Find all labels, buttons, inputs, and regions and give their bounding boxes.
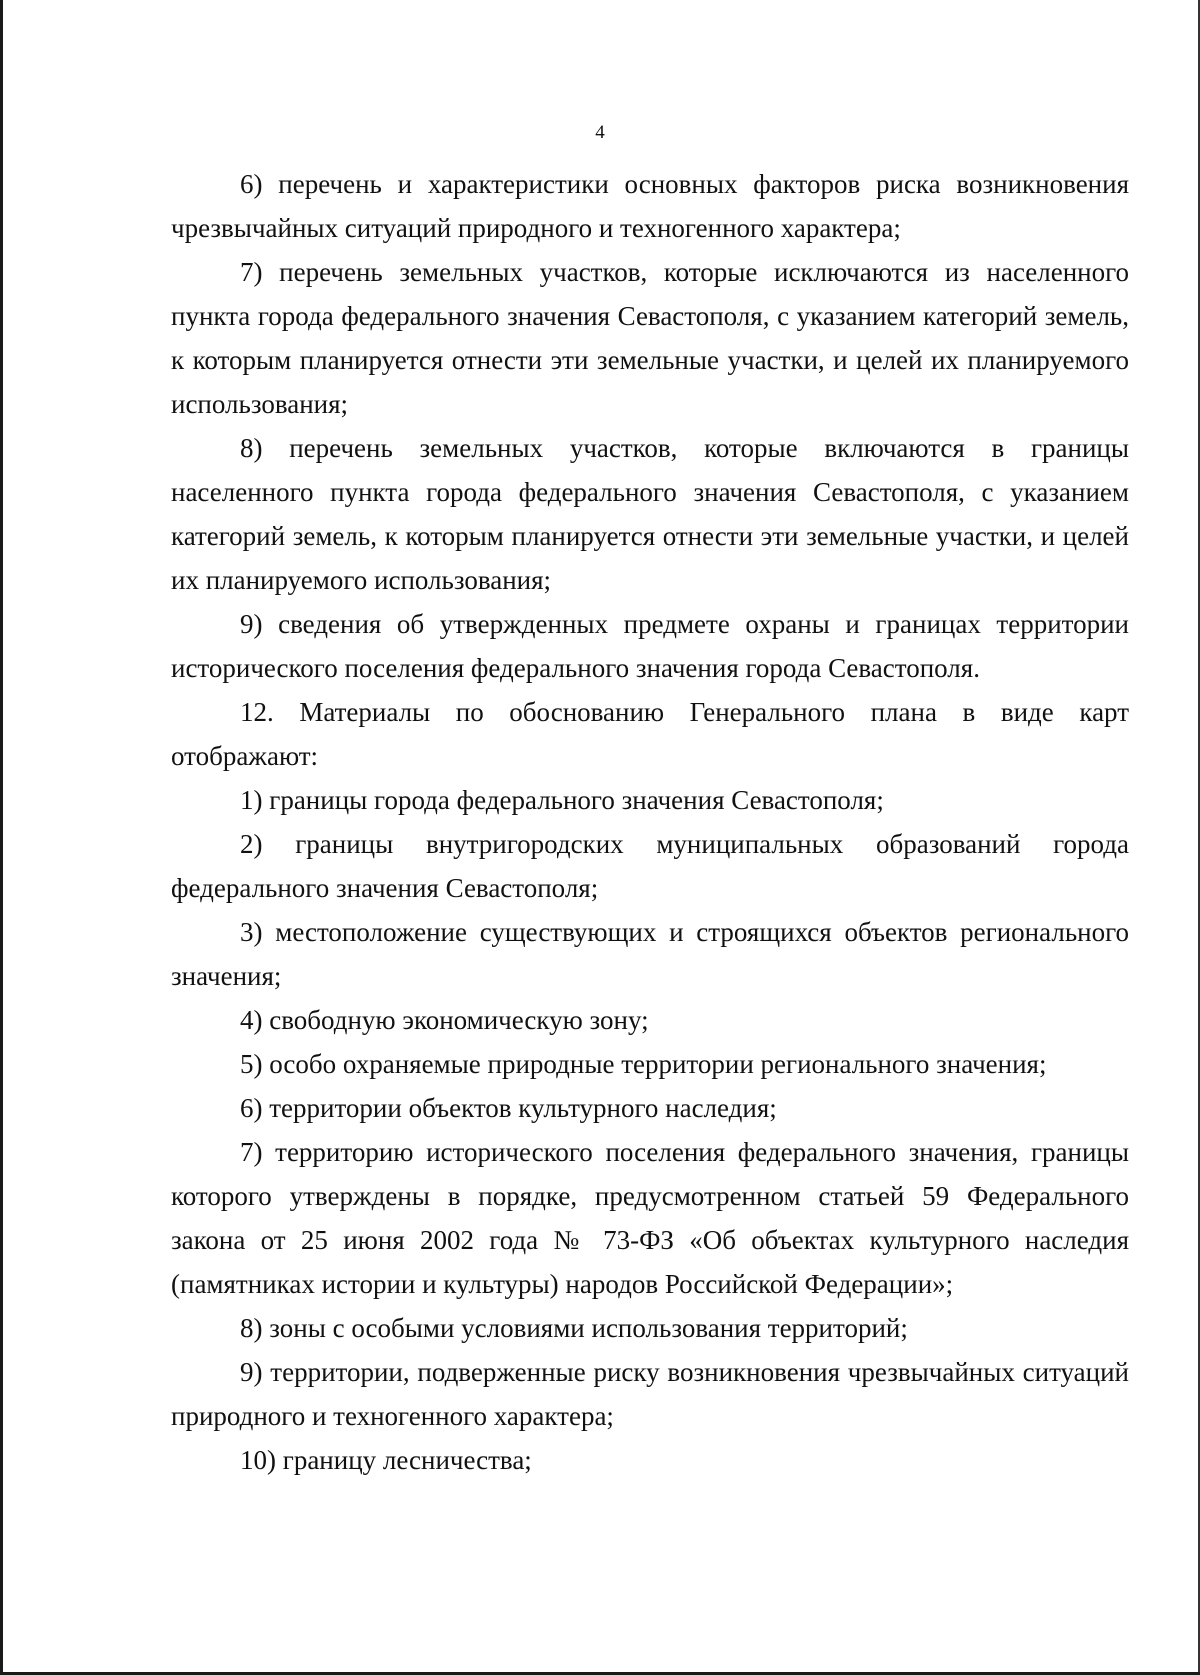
list-item-4: 4) свободную экономическую зону; [240,1005,649,1035]
scan-left-edge [0,0,3,1675]
list-item-6: 6) территории объектов культурного наследия; [240,1093,777,1123]
paragraph-8-included-land: 8) перечень земельных участков, которые включаются в границы населенного пункта города федерального значения Севастополя, с указанием категорий земель, к которым планируется отнести эти земельные участки, и целей их планируемого использования; [171,433,1129,595]
page-number: 4 [595,122,605,143]
list-item-7: 7) территорию исторического поселения федерального значения, границы которого утверждены в порядке, предусмотренном статьей 59 Федерального закона от 25 июня 2002 года № 73-ФЗ «Об объектах культурного наследия (памятниках истории и культуры) народов Российской Федерации»; [171,1137,1129,1299]
list-item-5: 5) особо охраняемые природные территории регионального значения; [240,1049,1047,1079]
paragraph-7-excluded-land: 7) перечень земельных участков, которые исключаются из населенного пункта города федерального значения Севастополя, с указанием категорий земель, к которым планируется отнести эти земельные участки, и целей их планируемого использования; [171,257,1129,419]
paragraph-12-justification-materials: 12. Материалы по обоснованию Генерального плана в виде карт отображают: [171,697,1129,771]
list-item-8: 8) зоны с особыми условиями использования территорий; [240,1313,908,1343]
paragraph-9-historical-settlement: 9) сведения об утвержденных предмете охраны и границах территории исторического поселения федерального значения города Севастополя. [171,609,1129,683]
list-item-1: 1) границы города федерального значения Севастополя; [240,785,884,815]
list-item-3: 3) местоположение существующих и строящихся объектов регионального значения; [171,917,1129,991]
list-item-2: 2) границы внутригородских муниципальных образований города федерального значения Севастополя; [171,829,1129,903]
document-body [171,162,1129,1482]
list-item-10: 10) границу лесничества; [240,1445,532,1475]
list-item-9: 9) территории, подверженные риску возникновения чрезвычайных ситуаций природного и техногенного характера; [171,1357,1129,1431]
paragraph-6-risk-factors: 6) перечень и характеристики основных факторов риска возникновения чрезвычайных ситуаций природного и техногенного характера; [171,169,1129,243]
